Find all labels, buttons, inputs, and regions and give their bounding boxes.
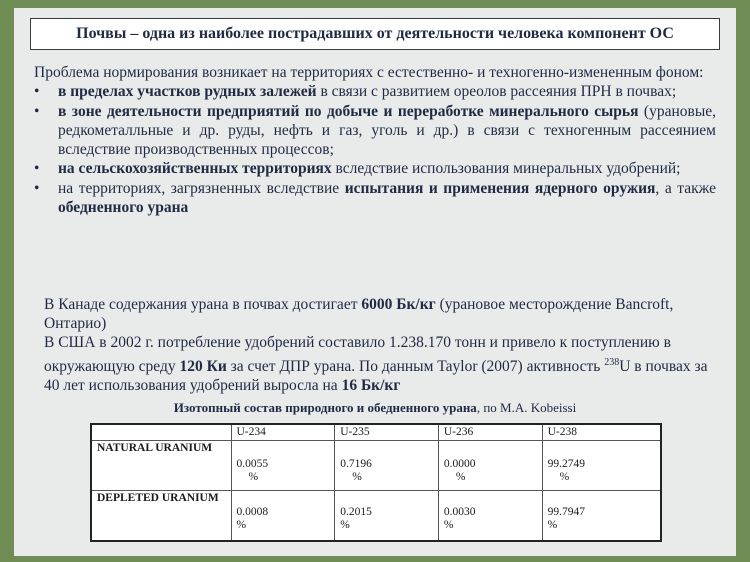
canada-paragraph <box>44 295 724 333</box>
bullet-bold: в пределах участков рудных залежей <box>58 83 317 101</box>
usa-text-mid: за счет ДПР урана. По данным Taylor (2007) активность <box>226 357 605 375</box>
cell-unit: % <box>248 471 259 484</box>
slide-title: Почвы – одна из наиболее пострадавших от деятельности человека компонент ОС <box>30 18 720 50</box>
table-header-row <box>91 424 661 441</box>
header-cell: U-234 <box>231 424 335 441</box>
isotope-table <box>90 423 662 542</box>
caption-source: , по M.A. Kobeissi <box>476 400 577 415</box>
bullet-bold: обедненного урана <box>58 199 189 217</box>
cell-unit: % <box>443 519 454 532</box>
bullet-text: на территориях, загрязненных вследствие <box>58 179 345 197</box>
cell-value: 99.7947 <box>547 506 585 519</box>
list-item <box>34 179 716 218</box>
slide <box>14 8 736 556</box>
table-cell <box>438 491 542 541</box>
cell-unit: % <box>352 471 362 484</box>
cell-value: 0.0000 <box>443 458 476 471</box>
cell-value: 0.0055 <box>236 458 269 471</box>
facts-block <box>44 295 724 395</box>
isotope-superscript: 238 <box>604 356 620 368</box>
row-label: NATURAL URANIUM <box>91 441 231 491</box>
cell-unit: % <box>236 519 247 532</box>
bullet-text: вследствие использования минеральных удобрений; <box>331 160 681 178</box>
header-cell <box>91 424 231 441</box>
usa-value-ci: 120 Ки <box>179 357 227 375</box>
list-item <box>34 159 716 178</box>
table-caption <box>14 400 736 416</box>
table-cell <box>542 491 661 541</box>
header-cell: U-235 <box>335 424 439 441</box>
header-cell: U-238 <box>542 424 661 441</box>
bullet-text: в связи с развитием ореолов рассеяния ПРН в почвах; <box>316 83 677 101</box>
usa-value-bq: 16 Бк/кг <box>341 376 401 394</box>
bullet-list <box>34 82 716 217</box>
usa-paragraph <box>44 333 724 395</box>
usa-text-mid2: U в почвах за 40 лет использования удобрений выросла на <box>44 357 708 394</box>
cell-value: 0.7196 <box>340 458 372 471</box>
intro-paragraph: Проблема нормирования возникает на территориях с естественно- и техногенно-измененным фоном: <box>34 64 704 81</box>
canada-text: В Канаде содержания урана в почвах достигает <box>44 296 362 313</box>
bullet-bold: испытания и применения ядерного оружия <box>344 179 656 197</box>
cell-unit: % <box>547 519 558 532</box>
cell-value: 0.0030 <box>443 506 476 519</box>
list-item <box>34 102 716 160</box>
cell-value: 99.2749 <box>547 458 585 471</box>
caption-bold: Изотопный состав природного и обедненного урана <box>173 400 477 415</box>
header-cell: U-236 <box>438 424 542 441</box>
cell-value: 0.2015 <box>340 506 372 519</box>
cell-unit: % <box>340 519 350 532</box>
row-label: DEPLETED URANIUM <box>91 491 231 541</box>
table-cell <box>335 491 439 541</box>
canada-text-end: (урановое месторождение Bancroft, Онтарио) <box>44 296 674 333</box>
table-cell <box>335 441 439 491</box>
bullet-bold: на сельскохозяйственных территориях <box>58 160 332 178</box>
bullet-text: (урановые, редкометалльные и др. руды, нефть и газ, уголь и др.) в связи с техногенным рассеянием вследствие производственных процессов; <box>58 102 716 159</box>
bullet-bold: в зоне деятельности предприятий по добыче и переработке минерального сырья <box>58 102 639 120</box>
canada-value: 6000 Бк/кг <box>361 296 436 313</box>
cell-unit: % <box>455 471 466 484</box>
table-cell <box>231 441 335 491</box>
table-cell <box>231 491 335 541</box>
table-cell <box>542 441 661 491</box>
cell-unit: % <box>559 471 570 484</box>
table-row <box>91 441 661 491</box>
usa-text: В США в 2002 г. потребление удобрений составило 1.238.170 тонн и привело к поступлению в окружающую среду <box>44 334 671 375</box>
table-cell <box>438 441 542 491</box>
main-text <box>34 63 716 217</box>
cell-value: 0.0008 <box>236 506 269 519</box>
bullet-text: , а также <box>655 179 716 197</box>
table-row <box>91 491 661 541</box>
list-item <box>34 82 716 101</box>
